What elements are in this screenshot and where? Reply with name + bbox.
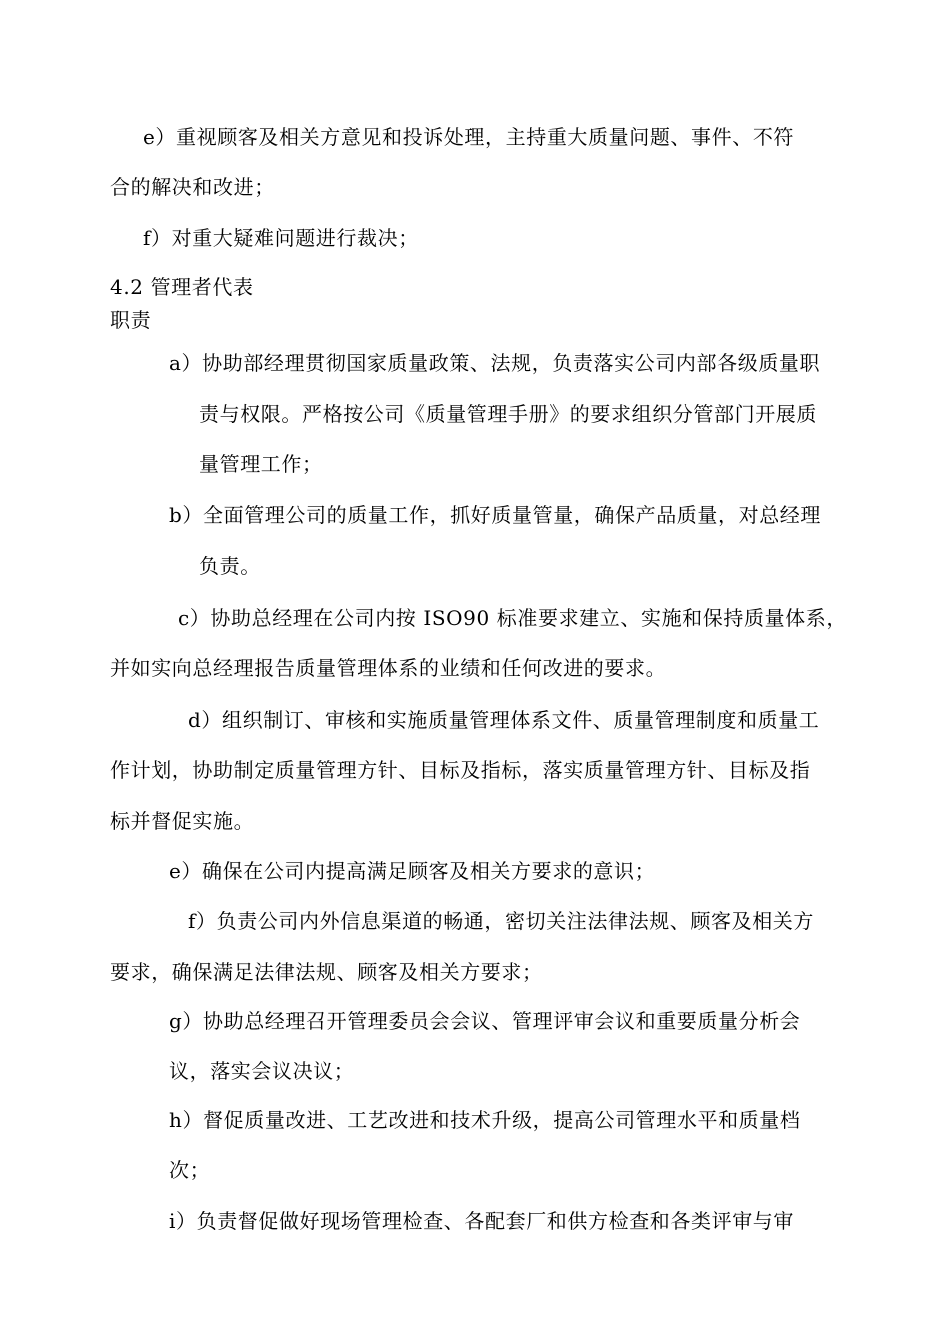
item-a-line-1: a）协助部经理贯彻国家质量政策、法规，负责落实公司内部各级质量职 <box>169 351 821 375</box>
item-e1-line-2: 合的解决和改进； <box>110 175 275 199</box>
item-f1-line-1: f）对重大疑难问题进行裁决； <box>143 226 419 250</box>
item-f2-line-1: f）负责公司内外信息渠道的畅通，密切关注法律法规、顾客及相关方 <box>188 909 815 933</box>
item-e1-line-1: e）重视顾客及相关方意见和投诉处理，主持重大质量问题、事件、不符 <box>143 125 795 149</box>
item-a-line-3: 量管理工作； <box>199 452 323 476</box>
item-b-line-2: 负责。 <box>199 554 261 578</box>
item-b-line-1: b）全面管理公司的质量工作，抓好质量管量，确保产品质量，对总经理 <box>169 503 822 527</box>
item-g-line-2: 议，落实会议决议； <box>169 1059 355 1083</box>
section-heading: 4.2 管理者代表 <box>110 275 254 299</box>
item-f2-line-2: 要求，确保满足法律法规、顾客及相关方要求； <box>110 960 543 984</box>
item-c-line-1: c）协助总经理在公司内按 ISO90 标准要求建立、实施和保持质量体系， <box>178 606 847 630</box>
item-g-line-1: g）协助总经理召开管理委员会会议、管理评审会议和重要质量分析会 <box>169 1009 801 1033</box>
item-h-line-2: 次； <box>169 1158 211 1182</box>
item-e2-line-1: e）确保在公司内提高满足顾客及相关方要求的意识； <box>169 859 656 883</box>
item-c-line-2: 并如实向总经理报告质量管理体系的业绩和任何改进的要求。 <box>110 656 667 680</box>
item-a-line-2: 责与权限。严格按公司《质量管理手册》的要求组织分管部门开展质 <box>199 402 817 426</box>
item-d-line-3: 标并督促实施。 <box>110 809 255 833</box>
item-i-line-1: i）负责督促做好现场管理检查、各配套厂和供方检查和各类评审与审 <box>169 1209 794 1233</box>
duty-heading: 职责 <box>110 308 152 332</box>
item-d-line-1: d）组织制订、审核和实施质量管理体系文件、质量管理制度和质量工 <box>188 708 820 732</box>
item-h-line-1: h）督促质量改进、工艺改进和技术升级，提高公司管理水平和质量档 <box>169 1108 801 1132</box>
item-d-line-2: 作计划，协助制定质量管理方针、目标及指标，落实质量管理方针、目标及指 <box>110 758 811 782</box>
